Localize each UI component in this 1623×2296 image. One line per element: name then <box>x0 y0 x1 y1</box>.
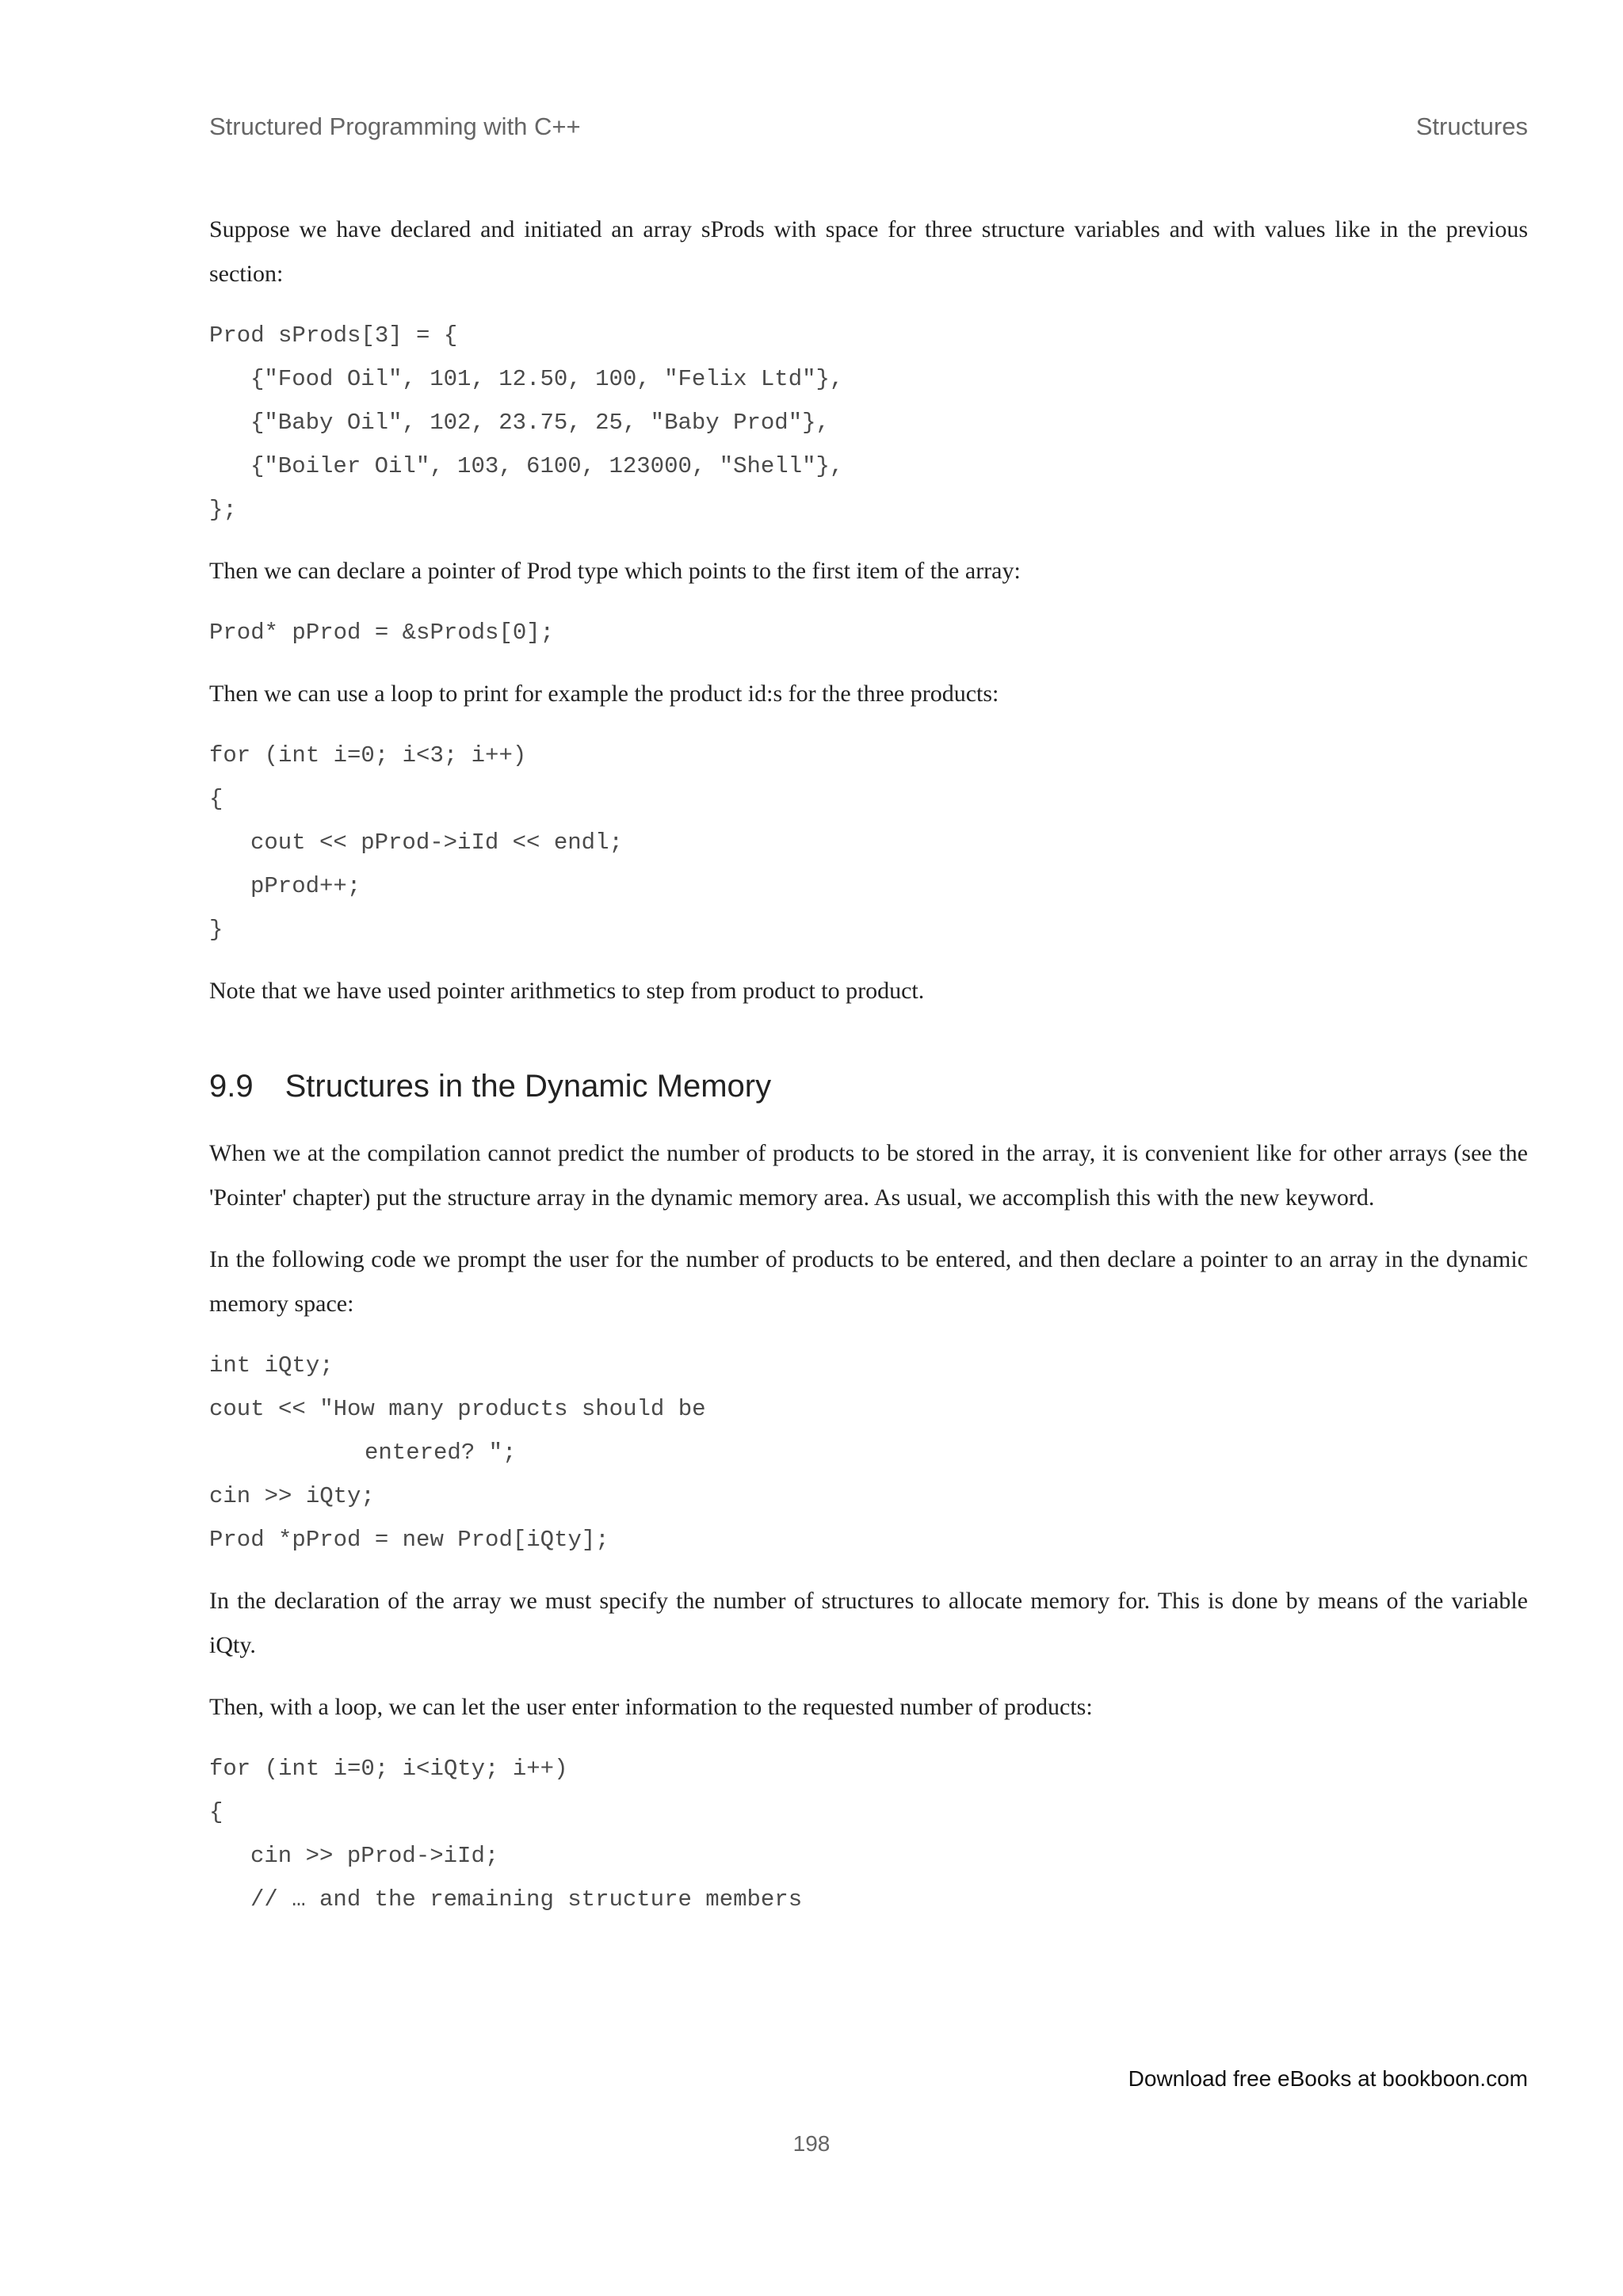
code-line: cin >> iQty; <box>209 1483 375 1509</box>
code-line: // … and the remaining structure members <box>250 1886 803 1913</box>
code-line: Prod *pProd = new Prod[iQty]; <box>209 1527 609 1553</box>
paragraph-pointer-decl: Then we can declare a pointer of Prod type which points to the first item of the array: <box>209 558 1021 584</box>
paragraph-dynamic-intro: When we at the compilation cannot predict the number of products to be stored in the array, it is convenient like for other arrays (see the 'Pointer' chapter) put the structure array in the dynamic memory area. As usual, we accomplish this with the new keyword. <box>209 1140 1528 1211</box>
download-link[interactable]: Download free eBooks at bookboon.com <box>1128 2066 1528 2091</box>
code-block-dynamic-alloc <box>209 1344 1528 1562</box>
code-line: }; <box>209 497 237 523</box>
code-block-input-loop <box>209 1747 1528 1921</box>
paragraph-loop-intro: Then we can use a loop to print for example the product id:s for the three products: <box>209 681 999 707</box>
code-line: for (int i=0; i<iQty; i++) <box>209 1756 568 1782</box>
code-line: cout << pProd->iId << endl; <box>250 830 623 856</box>
code-line: {"Baby Oil", 102, 23.75, 25, "Baby Prod"}, <box>250 410 830 436</box>
code-line: pProd++; <box>250 873 361 899</box>
code-line: Prod sProds[3] = { <box>209 322 458 349</box>
code-line: entered? "; <box>365 1440 517 1466</box>
header-book-title: Structured Programming with C++ <box>209 113 581 140</box>
code-line: for (int i=0; i<3; i++) <box>209 742 527 769</box>
paragraph-prompt-intro: In the following code we prompt the user for the number of products to be entered, and then declare a pointer to an array in the dynamic memory space: <box>209 1246 1528 1317</box>
code-line: {"Food Oil", 101, 12.50, 100, "Felix Ltd"}, <box>250 366 844 392</box>
code-line: } <box>209 917 223 943</box>
code-line: { <box>209 1799 223 1825</box>
code-block-print-loop <box>209 734 1528 952</box>
code-line: {"Boiler Oil", 103, 6100, 123000, "Shell"}, <box>250 453 844 479</box>
page-content <box>209 208 1528 1921</box>
running-header <box>209 113 1528 141</box>
paragraph-input-loop-intro: Then, with a loop, we can let the user enter information to the requested number of products: <box>209 1694 1093 1720</box>
section-heading <box>209 1069 1528 1104</box>
code-line: Prod* pProd = &sProds[0]; <box>209 620 555 646</box>
section-number: 9.9 <box>209 1069 254 1104</box>
header-chapter-title: Structures <box>1415 113 1528 140</box>
code-line: int iQty; <box>209 1352 334 1379</box>
paragraph-array-decl: In the declaration of the array we must specify the number of structures to allocate memory for. This is done by means of the variable iQty. <box>209 1588 1528 1658</box>
code-block-array-init <box>209 314 1528 532</box>
section-title: Structures in the Dynamic Memory <box>285 1069 772 1104</box>
paragraph-pointer-arith: Note that we have used pointer arithmetics to step from product to product. <box>209 978 925 1004</box>
code-block-pointer <box>209 611 1528 654</box>
code-line: cin >> pProd->iId; <box>250 1843 499 1869</box>
paragraph-intro: Suppose we have declared and initiated an array sProds with space for three structure variables and with values like in the previous section: <box>209 216 1528 287</box>
code-line: { <box>209 786 223 812</box>
page-number: 198 <box>792 2131 831 2156</box>
code-line: cout << "How many products should be <box>209 1396 706 1422</box>
